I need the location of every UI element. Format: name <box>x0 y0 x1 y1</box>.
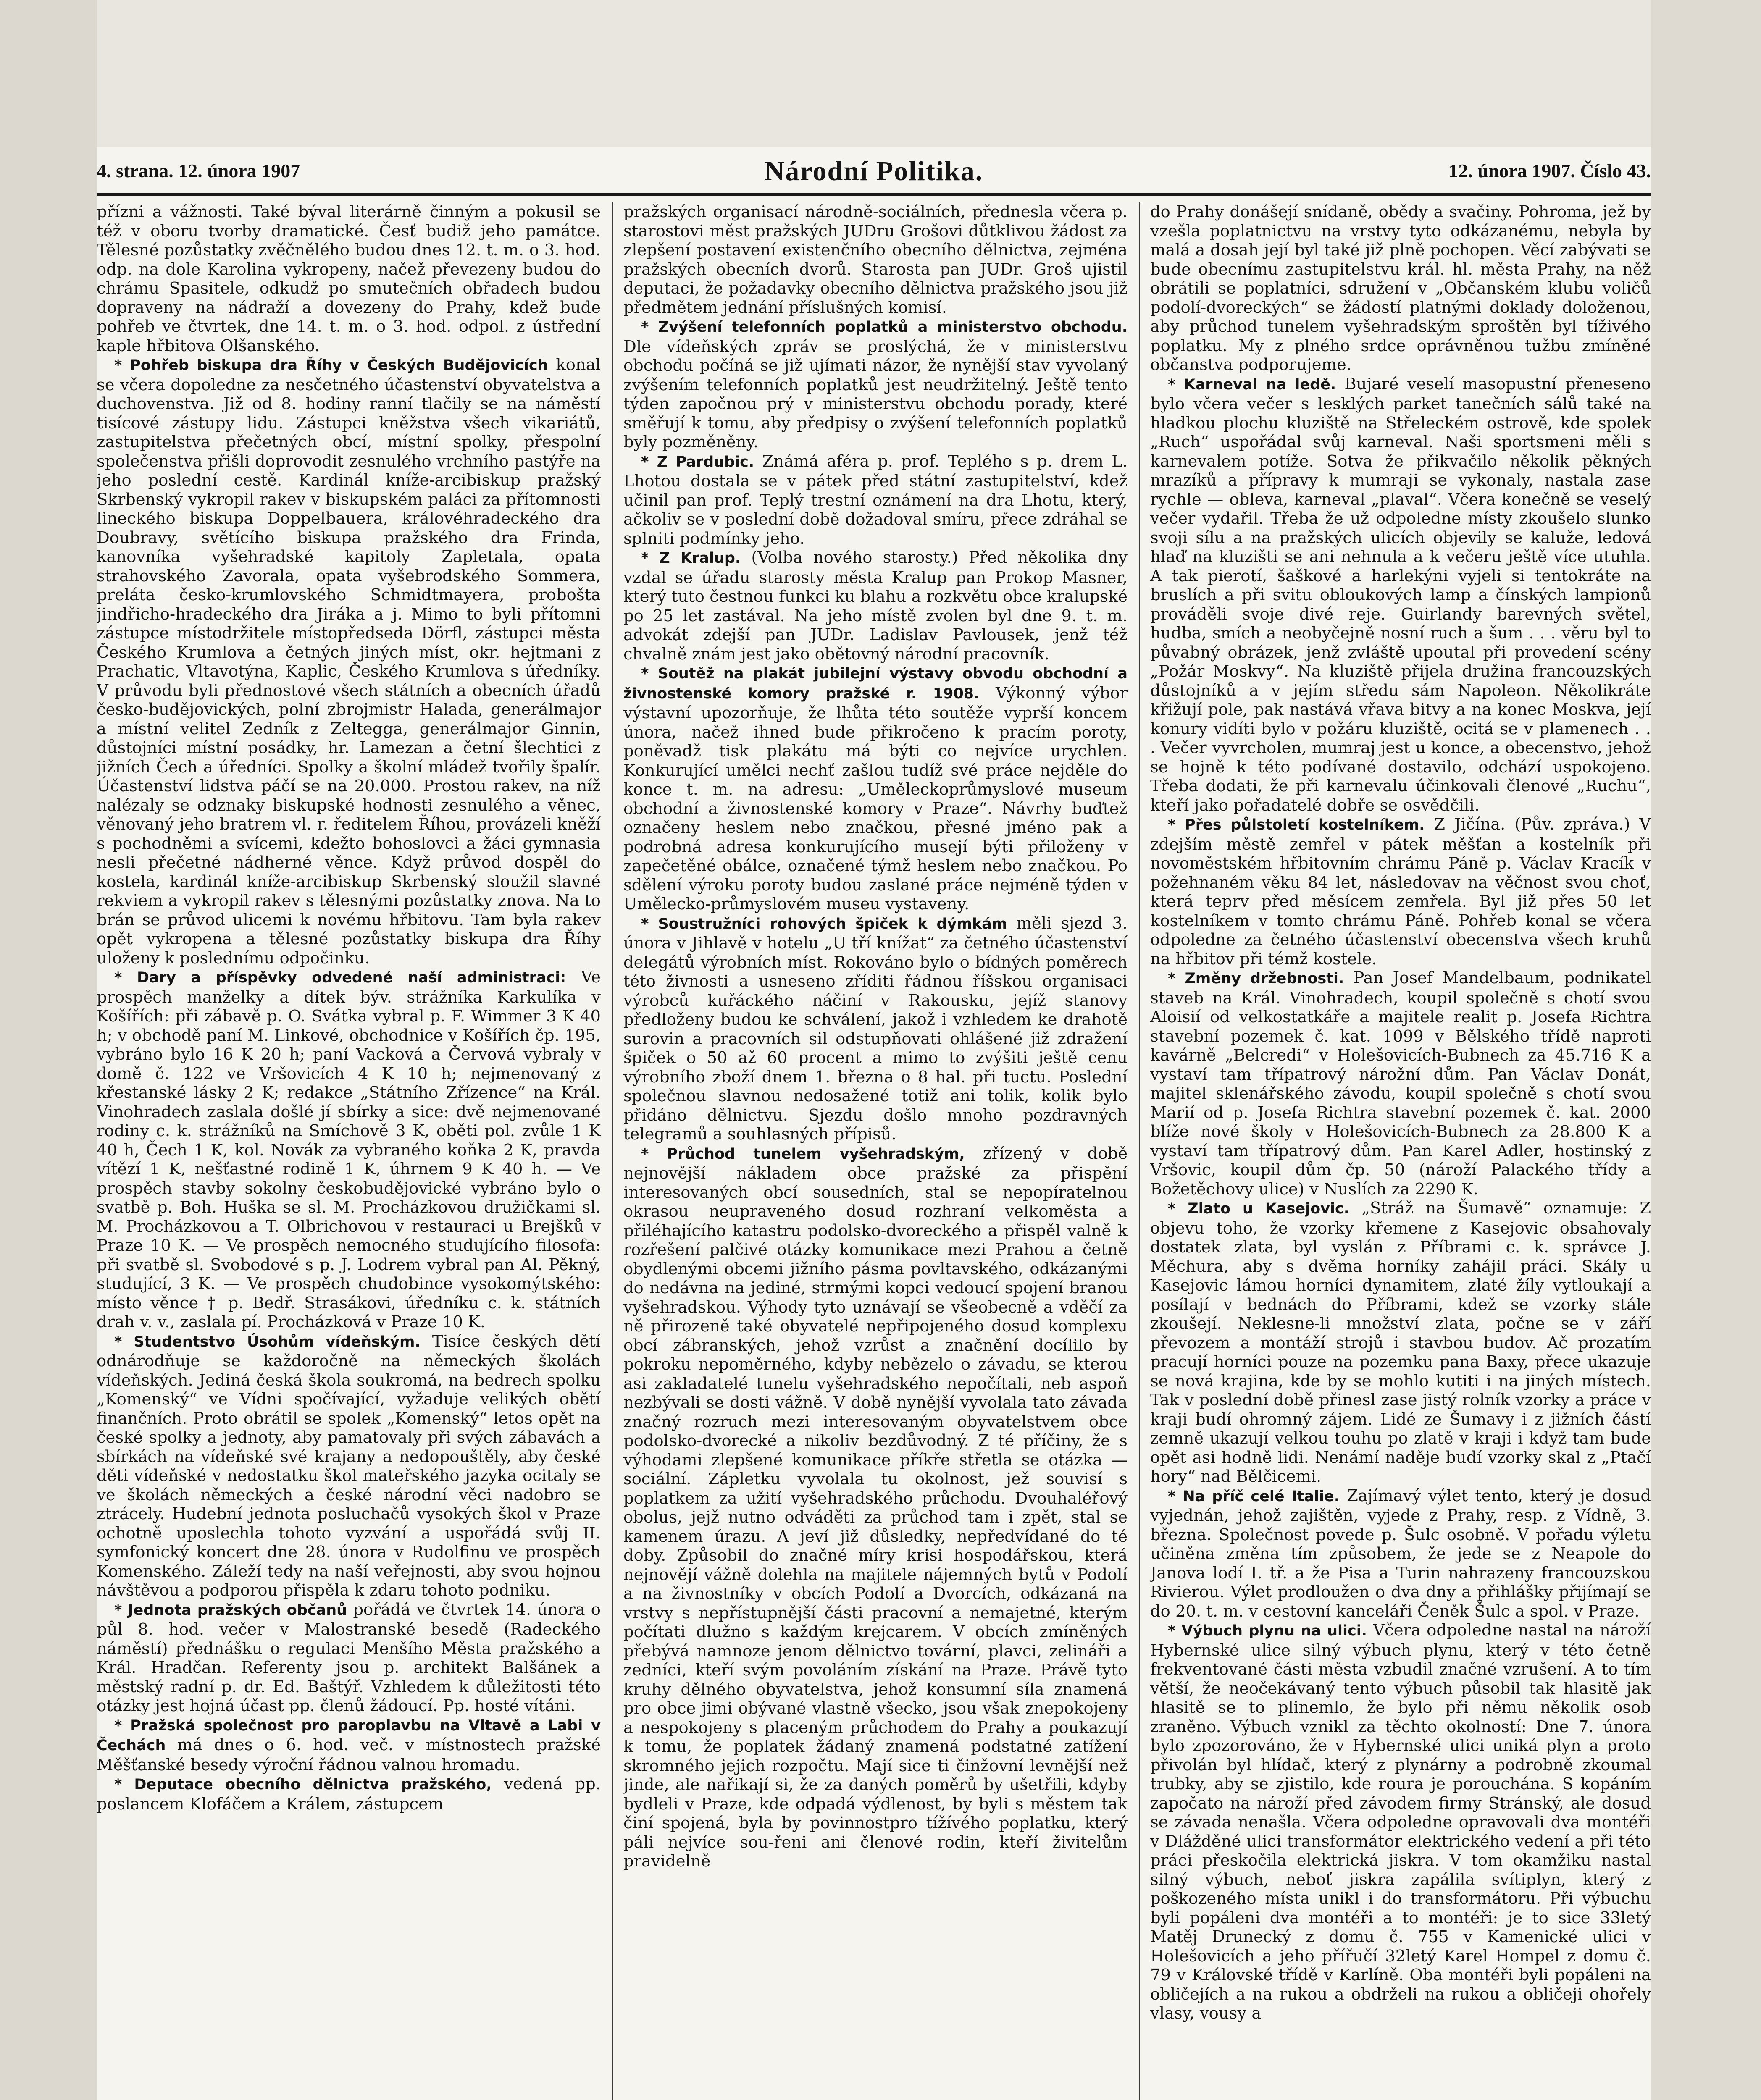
article-heading: * Na příč celé Italie. <box>1168 1488 1340 1505</box>
article <box>623 317 1128 452</box>
header-rule <box>97 193 1651 196</box>
column-3 <box>1150 202 1651 2100</box>
article-heading: * Studentstvo Úsohům vídeňským. <box>114 1333 421 1350</box>
article-text: Zajímavý výlet tento, který je dosud vyjednán, jehož zajištěn, vyjede z Prahy, resp. z Vídně, 3. března. Společnost povede p. Šulc osobně. V pořadu výletu učiněna změna tím způsobem, že jede se z Neapole do Janova lodí I. tř. a že Pisa a Turin nahrazeny francouzskou Rivierou. Výlet prodloužen o dva dny a přihlášky přijímají se do 20. t. m. v cestovní kanceláři Čeněk Šulc a spol. v Praze. <box>1150 1486 1651 1621</box>
article-text: Dle vídeňských zpráv se proslýchá, že v ministerstvu obchodu počíná se již ujímati názor, že nynější stav vyvolaný zvýšením telefonních poplatků jest neudržitelný. Ještě tento týden započnou prý v ministerstvu obchodu porady, které směřují k tomu, aby předpisy o zvýšení telefonních poplatků byly pozměněny. <box>623 337 1128 452</box>
article <box>1150 815 1651 969</box>
newspaper-title: Národní Politika. <box>764 156 983 186</box>
article-heading: * Pražská společnost pro paroplavbu na Vltavě a Labi v Čechách <box>97 1717 601 1754</box>
article-text: do Prahy donášejí snídaně, obědy a svačiny. Pohroma, jež by vzešla poplatnictvu na vrstvy tyto odkázanému, nebyla by malá a dosah její byl také již plně pochopen. Věcí zabývati se bude obecnímu zastupitelstvu král. hl. města Prahy, na něž obrátili se poplatníci, sdružení v „Občanském klubu voličů podolí-dvoreckých“ se žádostí platnými doklady doloženou, aby průchod tunelem vyšehradským sproštěn byl tíživého poplatku. My z plného srdce oprávněnou tužbu zmíněné občanstva podporujeme. <box>1150 202 1651 374</box>
article-text: vedená pp. poslancem Klofáčem a Králem, zástupcem <box>97 1774 601 1814</box>
article <box>97 1332 601 1600</box>
article-text: Pan Josef Mandelbaum, podnikatel staveb na Král. Vinohradech, koupil společně s chotí svou Aloisií od velkostatkáře a majitele realit p. Josefa Richtra stavební pozemek č. kat. 1099 v Bělského třídě naproti kavárně „Belcredi“ v Holešovicích-Bubnech za 45.716 K a vystaví tam třípatrový nárožní dům. Pan Václav Donát, majitel sklenářského závodu, koupil společně s chotí svou Marií od p. Josefa Richtra stavební pozemek č. kat. 2000 blíže nové školy v Holešovicích-Bubnech za 28.800 K a vystaví tam třípatrový dům. Pan Karel Adler, hostinský z Vršovic, koupil dům čp. 50 (nároží Palackého třídy a Božetěchovy ulice) v Nuslích za 2290 K. <box>1150 969 1651 1199</box>
article-text: Ve prospěch manželky a dítek býv. strážníka Karkulíka v Košířích: při zábavě p. O. Svátka vybral p. F. Wimmer 3 K 40 h; v obchodě paní M. Linkové, obchodnice v Košířích čp. 195, vybráno bylo 16 K 20 h; paní Vacková a Červová vybraly v domě č. 122 ve Vršovicích 4 K 10 h; nejmenovaný z křestanské lásky 2 K; redakce „Státního Zřízence“ na Král. Vinohradech zaslala došlé jí sbírky a sice: dvě nejmenované rodiny c. k. strážníků na Smíchově 3 K, oběti pol. zvůle 1 K 40 h, Čech 1 K, kol. Novák za vybraného koňka 2 K, pravda vítězí 1 K, nešťastné rodině 1 K, úhrnem 9 K 40 h. — Ve prospěch stavby sokolny českobudějovické vybráno bylo o svatbě p. Boh. Huška se sl. M. Procházkovou družičkami sl. M. Procházkovou a T. Olbrichovou v restauraci u Brejšků v Praze 10 K. — Ve prospěch nemocného studujícího filosofa: při svatbě sl. Svobodové s p. J. Lodrem vybral pan Al. Pěkný, studující, 3 K. — Ve prospěch chudobince vysokomýtského: místo věnce † p. Bedř. Strasákovi, úředníku c. k. státních drah v. v., zaslala pí. Procházková v Praze 10 K. <box>97 968 601 1331</box>
page-header <box>97 155 1651 193</box>
article-text: Výkonný výbor výstavní upozorňuje, že lhůta této soutěže vyprší koncem února, načež ihned bude přikročeno k pracím poroty, poněvadž tisk plakátu má býti co nejvíce urychlen. Konkurující umělci nechť zašlou tudíž své práce nejděle do konce t. m. na adresu: „Uměleckoprůmyslové museum obchodní a živnostenské komory v Praze“. Návrhy buďtež označeny heslem nebo značkou, přesné jméno pak a podrobná adresa konkurujícího musejí býti přiloženy v zapečetěné obálce, označené týmž heslem nebo značkou. Po sdělení výroku poroty budou zaslané práce nejméně týden v Umělecko-průmyslovém museu vystaveny. <box>623 683 1128 914</box>
article-heading: * Průchod tunelem vyšehradským, <box>641 1145 965 1163</box>
article-heading: * Zlato u Kasejovic. <box>1168 1200 1350 1217</box>
article-heading: * Změny držebnosti. <box>1168 970 1344 987</box>
article-heading: * Výbuch plynu na ulici. <box>1168 1622 1367 1639</box>
article <box>1150 375 1651 815</box>
article <box>1150 1486 1651 1621</box>
article <box>623 452 1128 549</box>
article-text: konal se včera dopoledne za nesčetného účastenství obyvatelstva a duchovenstva. Již od 8. hodiny ranní tlačily se na náměstí tisícové zástupy lidu. Zástupci kněžstva všech vikariátů, zastupitelstva přečetných obcí, místní spolky, přespolní společenstva přišli doprovodit zesnulého vrchního pastýře na jeho poslední cestě. Kardinál kníže-arcibiskup pražský Skrbenský vykropil rakev v biskupském paláci za přítomnosti lineckého biskupa Doppelbauera, královéhradeckého dra Doubravy, světícího biskupa pražského dra Frinda, kanovníka vyšehradské kapitoly Zapletala, opata strahovského Zavorala, opata vyšebrodského Sommera, preláta česko-krumlovského Schmidtmayera, probošta jindřicho-hradeckého dra Jiráka a j. Mimo to byli přítomni zástupce místodržitele místopředseda Dörfl, zástupci města Českého Krumlova a četných jiných míst, okr. hejtmani z Prachatic, Vltavotýna, Kaplic, Českého Krumlova s úředníky. V průvodu byli přednostové všech státních a obecních úřadů česko-budějovických, polní zbrojmistr Halada, generálmajor a místní velitel Zedník z Zeltegga, generálmajor Ginnin, důstojníci místní posádky, hr. Lamezan a četní šlechtici z jižních Čech a úředníci. Spolky a školní mládež tvořily špalír. Účastenství lidstva páčí se na 20.000. Prostou rakev, na níž nalézaly se odznaky biskupské hodnosti zesnulého a věnec, věnovaný jeho bratrem vl. r. ředitelem Říhou, provázeli kněží s pochodněmi a svícemi, kdežto bohoslovci a žáci gymnasia nesli přečetné nádherné věnce. Když průvod dospěl do kostela, kardinál kníže-arcibiskup Skrbenský sloužil slavné rekviem a vykropil rakev s tělesnými pozůstatky znova. Na to brán se průvod ulicemi k novému hřbitovu. Tam byla rakev opět vykropena a tělesné pozůstatky biskupa dra Říhy uloženy k poslednímu odpočinku. <box>97 355 601 968</box>
article-text: Známá aféra p. prof. Teplého s p. drem L. Lhotou dostala se v pátek před státní zastupitelství, kdež učinil pan prof. Teplý trestní oznámení na dra Lhotu, který, ačkoliv se v poslední době dožadoval smíru, přece zdráhal se splniti podmínky jeho. <box>623 452 1128 548</box>
article-text: má dnes o 6. hod. več. v místnostech pražské Měšťanské besedy výroční řádnou valnou hromadu. <box>97 1735 601 1774</box>
article-text: měli sjezd 3. února v Jihlavě v hotelu „U tří knížat“ za četného účastenství delegátů výrobních míst. Rokováno bylo o bídných poměrech této živnosti a usneseno zříditi řádnou říšskou organisaci výrobců kuřáckého náčiní v Rakousku, jejíž stanovy předloženy budou ke schválení, jakož i vzhledem ke drahotě surovin a pracovních sil odstupňovati ohlášené již zdražení špiček o 50 až 60 procent a mimo to zvýšiti ještě cenu výrobního zboží dnem 1. března o 8 hal. při tuctu. Poslední společnou slavnou nedosažené totiž ani tolik, kolik bylo přidáno dělnictvu. Sjezdu došlo mnoho pozdravných telegramů a souhlasných přípisů. <box>623 914 1128 1144</box>
article-text: „Stráž na Šumavě“ oznamuje: Z objevu toho, že vzorky křemene z Kasejovic obsahovaly dostatek zlata, byl vyslán z Příbrami c. k. správce J. Měchura, aby s dvěma horníky zahájil práci. Skály u Kasejovic lámou horníci dynamitem, zlaté žíly vytloukají a posílají v bednách do Příbrami, kdež se vzorky stále zkoušejí. Neklesne-li množství zlata, počne se v září převozem a montáží strojů i stavbou budov. Ač prozatím pracují horníci pouze na pozemku pana Baxy, přece ukazuje se nová krajina, kde by se mohlo kutiti i na jiných místech. Tak v poslední době přinesl zase jistý rolník vzorky a práce v kraji budí ohromný zájem. Lidé ze Šumavy i z jižních částí zemně ukazují velkou touhu po zlatě v kraji i když tam bude opět asi hodně lidi. Nenámí naděje budí vzorky skal z „Ptačí hory“ nad Bělčicemi. <box>1150 1199 1651 1486</box>
article-heading: * Dary a příspěvky odvedené naší administraci: <box>114 969 566 986</box>
article-heading: * Soustružníci rohových špiček k dýmkám <box>641 915 1007 932</box>
article-text: Bujaré veselí masopustní přeneseno bylo včera večer s lesklých parket tanečních sálů také na hladkou plochu kluziště na Střeleckém ostrově, kde spolek „Ruch“ uspořádal svůj karneval. Naši sportsmeni měli s karnevalem potíže. Sotva že přikvačilo několik pěkných mrazíků a přípravy k mumraji se vykonaly, nastala zase rychle — obleva, karneval „plaval“. Včera konečně se veselý večer vydařil. Třeba že už odpoledne místy zkoušelo slunko svoji sílu a na pražských ulicích objevily se kaluže, ledová hlaď na kluzišti se ani nehnula a k večeru ještě více utuhla. A tak pierotí, šaškové a harlekýni vyjeli si tentokráte na bruslích a při svitu obloukových lamp a čínských lampionů prováděli svoje divé reje. Guirlandy barevných světel, hudba, smích a neobyčejně nosní ruch a šum . . . věru byl to půvabný obrázek, jenž zvláště upoutal při provedení scény „Požár Moskvy“. Na kluziště přijela družina francouzských důstojníků a v jejím středu sám Napoleon. Několikráte křižují pole, pak nastává vřava bitvy a na konec Moskva, její konury vidíti bylo v požáru kluziště, ocitá se v plamenech . . . Večer vyvrcholen, mumraj jest u konce, a obecenstvo, jehož se hojně k této podívané dostavilo, odchází uspokojeno. Třeba dodati, že při karnevalu účinkovali členové „Ruchu“, kteří jako pořadatelé dobře se osvědčili. <box>1150 374 1651 815</box>
article-heading: * Karneval na ledě. <box>1168 376 1336 393</box>
article <box>1150 1199 1651 1486</box>
newspaper-page <box>97 147 1651 2100</box>
article-text: (Volba nového starosty.) Před několika dny vzdal se úřadu starosty města Kralup pan Prokop Masner, který tuto čestnou funkci ku blahu a rozkvětu obce kralupské po 25 let zastával. Na jeho místě zvolen byl dne 9. t. m. advokát zdejší pan JUDr. Ladislav Pavlousek, jenž též chvalně znám jest jako obětovný národní pracovník. <box>623 548 1128 664</box>
article <box>97 355 601 968</box>
article-heading: * Jednota pražských občanů <box>114 1601 347 1619</box>
article <box>1150 969 1651 1199</box>
page-number-date: 4. strana. 12. února 1907 <box>97 160 300 181</box>
column-divider <box>1139 202 1140 2100</box>
article-heading: * Soutěž na plakát jubilejní výstavy obvodu obchodní a živnostenské komory pražské r. 1908. <box>623 665 1128 702</box>
article-text: Tisíce českých dětí odnárodňuje se každoročně na německých školách vídeňských. Jediná česká škola soukromá, na bedrech spolku „Komenský“ ve Vídni spočívající, vyžaduje velikých obětí finančních. Proto obrátil se spolek „Komenský“ letos opět na české spolky a jednoty, aby pamatovaly při svých zábavách a sbírkách na vídeňské své krajany a nedopouštěly, aby české děti vídeňské v nedostatku škol mateřského jazyka ocitaly se ve školách německých a české národní věci nadobro se ztrácely. Hudební jednota posluchačů vysokých škol v Praze ochotně uposlechla tohoto vyzvání a uspořádá svůj II. symfonický koncert dne 28. února v Rudolfinu ve prospěch Komenského. Záleží tedy na naší veřejnosti, aby svou hojnou návštěvou a podporou přispěla k zdaru tohoto podniku. <box>97 1331 601 1600</box>
article-heading: * Z Kralup. <box>641 550 741 567</box>
column-1 <box>97 202 601 2100</box>
article-heading: * Deputace obecního dělnictva pražského, <box>114 1776 492 1793</box>
article <box>623 548 1128 664</box>
article <box>97 968 601 1332</box>
article-text: zřízený v době nejnovější nákladem obce pražské za přispění interesovaných obcí sousedních, stal se nepopíratelnou okrasou neupraveného dosud rozhraní velkoměsta a přiléhajícího katastru podolsko-dvoreckého a přispěl valně k rozřešení palčivé otázky komunikace mezi Prahou a četně obydlenými obcemi jižního pásma povltavského, odkázanými do nedávna na jediné, strmými kopci vedoucí spojení branou vyšehradskou. Výhody tyto uznávají se všeobecně a vděčí za ně přirozeně také obyvatelé nepřipojeného dosud komplexu obcí zábranských, jehož vzrůst a značnění docílilo by pokroku nepoměrného, kdyby nebězelo o závadu, se kterou asi zakladatelé tunelu vyšehradského nepočítali, neb aspoň nezbývali se dosti vážně. V době nynější vyvolala tato závada značný rozruch mezi interesovaným obyvatelstvem obce podolsko-dvorecké a nikoliv bezdůvodný. Z té příčiny, že s výhodami zlepšené komunikace příkře střetla se otázka — sociální. Zápletku vyvolala tu okolnost, jež souvisí s poplatkem za užití vyšehradského průchodu. Dvouhaléřový obolus, jejž nutno odváděti za průchod tam i zpět, stal se kamenem úrazu. A jeví již důsledky, nepředvídané do té doby. Způsobil do značné míry krisi hospodářskou, která nejnovějí vážně dolehla na majitele nájemných bytů v Podolí a na živnostníky v obcích Podolí a Dvorcích, odkázaná na vrstvy s nepřístupnější části pracovní a nemajetné, kterým počítati dlužno s každým krejcarem. V obcích zmíněných přebývá namnoze jenom dělnictvo tovární, plavci, zelináři a zedníci, kteří svým povoláním získání na Praze. Právě tyto kruhy dělného obyvatelstva, jehož konsumní síla znamená pro obce jimi obývané vlastně všecko, jsou však znepokojeny a nespokojeny s placeným průchodem do Prahy a poukazují k tomu, že poplatek žádaný znamená podstatné zatížení skromného jejich rozpočtu. Mají sice ti činžovní levnější než jinde, ale nařikají si, že za daných poměrů by ušetřili, kdyby bydleli v Praze, kde odpadá výdlenost, by byli s městem tak činí spojená, byla by povinnostpro tížívého poplatku, který páli nejvíce sou-řeni ani členové rodin, kteří živitelům pravidelně <box>623 1144 1128 1871</box>
article <box>97 1716 601 1775</box>
article-text: pražských organisací národně-sociálních, přednesla včera p. starostovi měst pražských JUDru Grošovi důtklivou žádost za zlepšení postavení existenčního obecního dělnictva, zejména pražských obecních dvorů. Starosta pan JUDr. Groš ujistil deputaci, že požadavky obecního dělnictva pražského jsou již předmětem jednání příslušných komisí. <box>623 202 1128 317</box>
article-heading: * Z Pardubic. <box>641 453 754 470</box>
article-heading: * Přes půlstoletí kostelníkem. <box>1168 816 1425 833</box>
article-text: přízni a vážnosti. Také býval literárně činným a pokusil se též v oboru tvorby dramatické. Česť budiž jeho památce. Tělesné pozůstatky zvěčnělého budou dnes 12. t. m. o 3. hod. odp. na dole Karolina vykropeny, načež převezeny budou do chrámu Spasitele, odkudž po smutečních obřadech budou dopraveny na nádraží a dovezeny do Prahy, kdež bude pohřeb ve čtvrtek, dne 14. t. m. o 3. hod. odpol. z ústřední kaple hřbitova Olšanského. <box>97 202 601 355</box>
article-text: pořádá ve čtvrtek 14. února o půl 8. hod. večer v Malostranské besedě (Radeckého náměstí) přednášku o regulaci Menšího Města pražského a Král. Hradčan. Referenty jsou p. architekt Balšánek a městský radní p. dr. Ed. Baštýř. Vzhledem k důležitosti této otázky jest hojná účast pp. členů žádoucí. Pp. hosté vítáni. <box>97 1600 601 1715</box>
article-heading: * Zvýšení telefonních poplatků a ministerstvo obchodu. <box>641 319 1128 336</box>
column-2 <box>623 202 1128 2100</box>
article <box>623 1144 1128 1871</box>
article <box>623 664 1128 914</box>
scan-left-margin <box>0 0 97 2100</box>
article-heading: * Pohřeb biskupa dra Říhy v Českých Budějovicích <box>114 357 548 374</box>
scan-right-margin <box>1651 0 1761 2100</box>
article <box>97 1600 601 1716</box>
article <box>97 1774 601 1814</box>
article-text: Včera odpoledne nastal na nároží Hybernské ulice silný výbuch plynu, který v této četně frekventované části města vzbudil značné vzrušení. A to tím větší, že neočekávaný tento výbuch působil tak hlasitě jak hlasitě se to plinemlo, že bylo při němu několik osob zraněno. Výbuch vznikl za těchto okolností: Dne 7. února bylo zpozorováno, že v Hybernské ulici uniká plyn a proto přivolán byl hlídač, který z plynárny a podrobně zkoumal trubky, aby se zjistilo, kde roura je porouchána. S kopáním započato na nároží před závodem firmy Stránský, ale dosud se závada nenašla. Včera odpoledne opravovali dva montéři v Dlážděné ulici transformátor elektrického vedení a při této práci přeskočila elektrická jiskra. V tom okamžiku nastal silný výbuch, neboť jiskra zapálila svítiplyn, který z poškozeného místa unikl i do transformátoru. Při výbuchu byli popáleni dva montéři a to montéři: je to sice 33letý Matěj Drunecký z domu č. 755 v Kamenické ulici v Holešovicích a jeho přířučí 32letý Karel Hompel z domu č. 79 v Královské třídě v Karlíně. Oba montéři byli popáleni na obličejích a na rukou a obdrželi na rukou a obličeji ohořely vlasy, vousy a <box>1150 1621 1651 2023</box>
article <box>1150 1621 1651 2023</box>
article <box>623 914 1128 1144</box>
article-text: Z Jičína. (Pův. zpráva.) V zdejším městě zemřel v pátek měšťan a kostelník při novoměstském hřbitovním chrámu Páně p. Václav Kracík v požehnaném věku 84 let, následovav na věčnost svou choť, která teprv před měsícem zemřela. Byl již přes 50 let kostelníkem v tomto chrámu Páně. Pohřeb konal se včera odpoledne za četného účastenství obecenstva všech kruhů na hřbitov při témž kostele. <box>1150 815 1651 969</box>
issue-date-number: 12. února 1907. Číslo 43. <box>1448 160 1651 181</box>
column-divider <box>612 202 613 2100</box>
